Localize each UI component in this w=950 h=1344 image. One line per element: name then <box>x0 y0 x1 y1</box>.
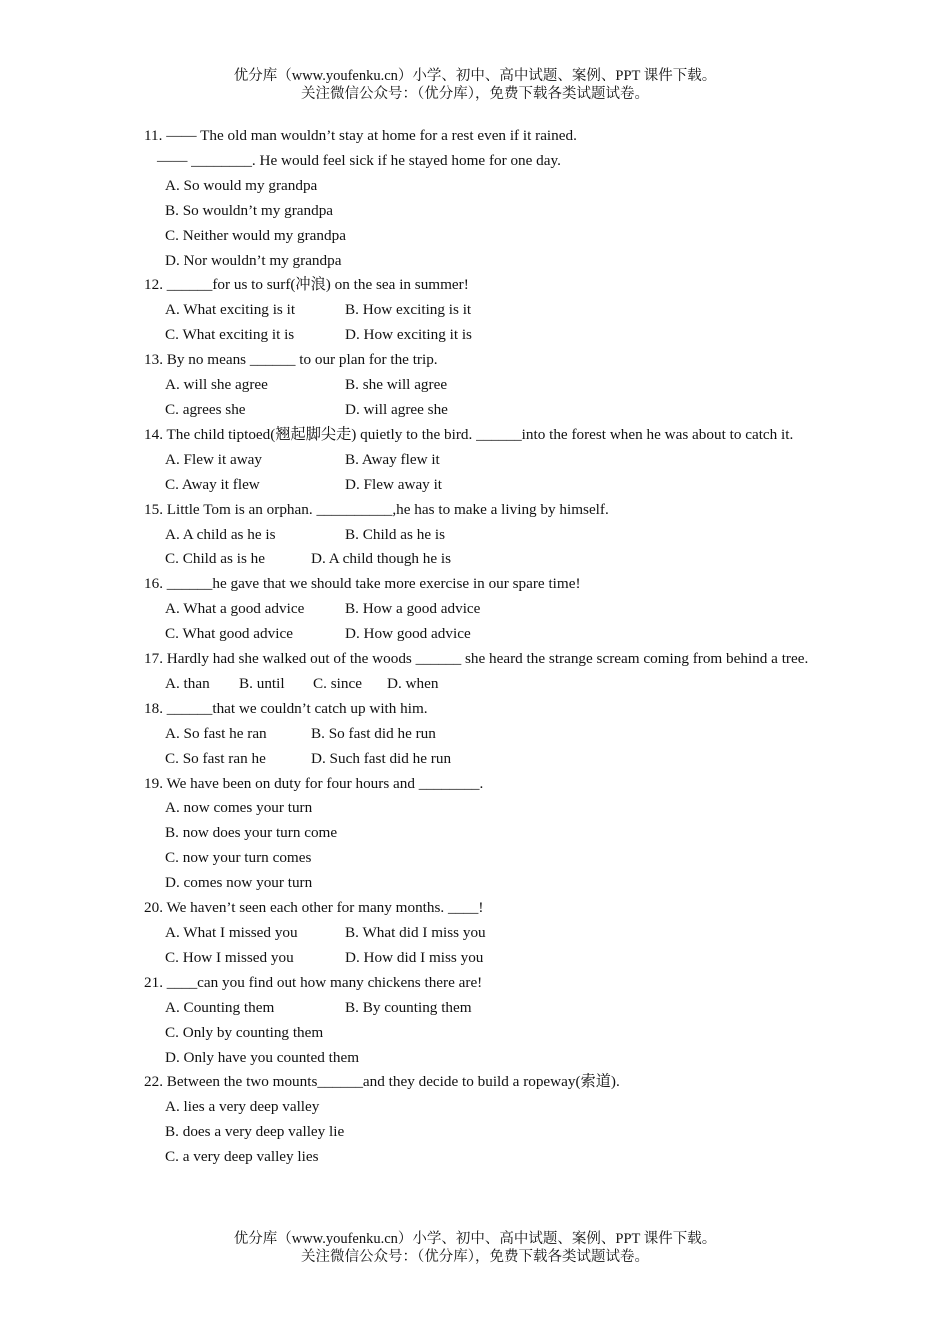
option-a: A. What I missed you <box>165 924 298 941</box>
option-a: A. will she agree <box>165 376 268 394</box>
option-c: C. Child as is he <box>165 550 265 568</box>
question-stem: 22. Between the two mounts______and they decide to build a ropeway(索道). <box>144 1073 620 1091</box>
question-13 <box>144 348 814 423</box>
option-c: C. So fast ran he <box>165 749 266 767</box>
header-line-2: 关注微信公众号：（优分库），免费下载各类试题试卷。 <box>301 86 649 102</box>
option-d: D. will agree she <box>345 400 448 418</box>
option-c: C. a very deep valley lies <box>165 1148 319 1166</box>
question-stem: 13. By no means ______ to our plan for the trip. <box>144 351 438 369</box>
footer-line-2: 关注微信公众号：（优分库），免费下载各类试题试卷。 <box>301 1249 649 1265</box>
question-stem: 19. We have been on duty for four hours and ________. <box>144 774 484 792</box>
question-20 <box>144 896 814 971</box>
question-14 <box>144 423 814 498</box>
question-21 <box>144 971 814 1071</box>
option-d: D. A child though he is <box>311 550 452 568</box>
question-17 <box>144 647 814 697</box>
question-12 <box>144 273 814 348</box>
option-d: D. comes now your turn <box>165 874 313 892</box>
question-19 <box>144 772 814 897</box>
option-c: C. What good advice <box>165 625 293 643</box>
option-c: C. Away it flew <box>165 475 260 493</box>
option-d: D. Flew away it <box>345 475 443 493</box>
option-b: B. By counting them <box>345 998 472 1016</box>
option-b: B. does a very deep valley lie <box>165 1123 345 1141</box>
option-b: B. now does your turn come <box>165 824 338 842</box>
option-a: A. Counting them <box>165 998 275 1016</box>
option-b: B. So fast did he run <box>311 724 436 742</box>
question-15 <box>144 498 814 573</box>
option-a: A. So would my grandpa <box>165 176 318 194</box>
question-11 <box>144 124 814 273</box>
question-stem: 16. ______he gave that we should take more exercise in our spare time! <box>144 575 581 593</box>
option-a: A. Flew it away <box>165 450 263 468</box>
question-stem: 18. ______that we couldn’t catch up with him. <box>144 699 428 717</box>
option-c: C. What exciting it is <box>165 326 295 344</box>
option-a: A. than <box>165 674 210 692</box>
option-c: C. How I missed you <box>165 948 294 966</box>
option-c: C. since <box>313 674 362 692</box>
option-b: B. How exciting is it <box>345 301 472 319</box>
option-b: B. Away flew it <box>345 450 440 468</box>
option-a: A. A child as he is <box>165 525 276 543</box>
question-18 <box>144 697 814 772</box>
option-d: D. Only have you counted them <box>165 1048 360 1066</box>
question-stem: 14. The child tiptoed(翘起脚尖走) quietly to the bird. ______into the forest when he was about to catch it. <box>144 425 794 443</box>
question-stem: 17. Hardly had she walked out of the woods ______ she heard the strange scream coming from behind a tree. <box>144 650 809 668</box>
page-footer <box>0 1230 950 1266</box>
question-16 <box>144 572 814 647</box>
option-a: A. lies a very deep valley <box>165 1098 320 1116</box>
option-c: C. now your turn comes <box>165 849 312 867</box>
footer-line-1: 优分库（www.youfenku.cn）小学、初中、高中试题、案例、PPT 课件下载。 <box>233 1231 717 1247</box>
option-b: B. So wouldn’t my grandpa <box>165 201 334 219</box>
header-line-1: 优分库（www.youfenku.cn）小学、初中、高中试题、案例、PPT 课件下载。 <box>233 68 717 84</box>
option-c: C. Only by counting them <box>165 1023 324 1041</box>
question-22 <box>144 1070 814 1170</box>
option-b: B. she will agree <box>345 376 448 394</box>
option-d: D. How good advice <box>345 625 471 643</box>
option-b: B. until <box>239 674 285 692</box>
question-list <box>144 124 814 1170</box>
option-b: B. What did I miss you <box>345 924 486 941</box>
question-stem: 11. —— The old man wouldn’t stay at home for a rest even if it rained. <box>144 127 577 144</box>
option-a: A. So fast he ran <box>165 724 267 742</box>
option-d: D. How did I miss you <box>345 948 484 966</box>
option-d: D. Nor wouldn’t my grandpa <box>165 251 342 269</box>
option-c: C. agrees she <box>165 400 246 418</box>
question-stem: 12. ______for us to surf(冲浪) on the sea in summer! <box>144 276 469 294</box>
option-b: B. How a good advice <box>345 600 481 618</box>
option-c: C. Neither would my grandpa <box>165 226 346 244</box>
option-a: A. What a good advice <box>165 600 305 618</box>
option-d: D. Such fast did he run <box>311 749 452 767</box>
question-stem: 21. ____can you find out how many chickens there are! <box>144 973 483 991</box>
page-header <box>0 67 950 103</box>
option-d: D. when <box>387 674 439 692</box>
option-a: A. What exciting is it <box>165 301 296 319</box>
option-a: A. now comes your turn <box>165 799 313 817</box>
question-stem: 20. We haven’t seen each other for many months. ____! <box>144 899 484 917</box>
option-d: D. How exciting it is <box>345 326 472 344</box>
question-stem-continued: —— ________. He would feel sick if he stayed home for one day. <box>157 151 561 169</box>
question-stem: 15. Little Tom is an orphan. __________,he has to make a living by himself. <box>144 500 609 518</box>
option-b: B. Child as he is <box>345 525 445 543</box>
